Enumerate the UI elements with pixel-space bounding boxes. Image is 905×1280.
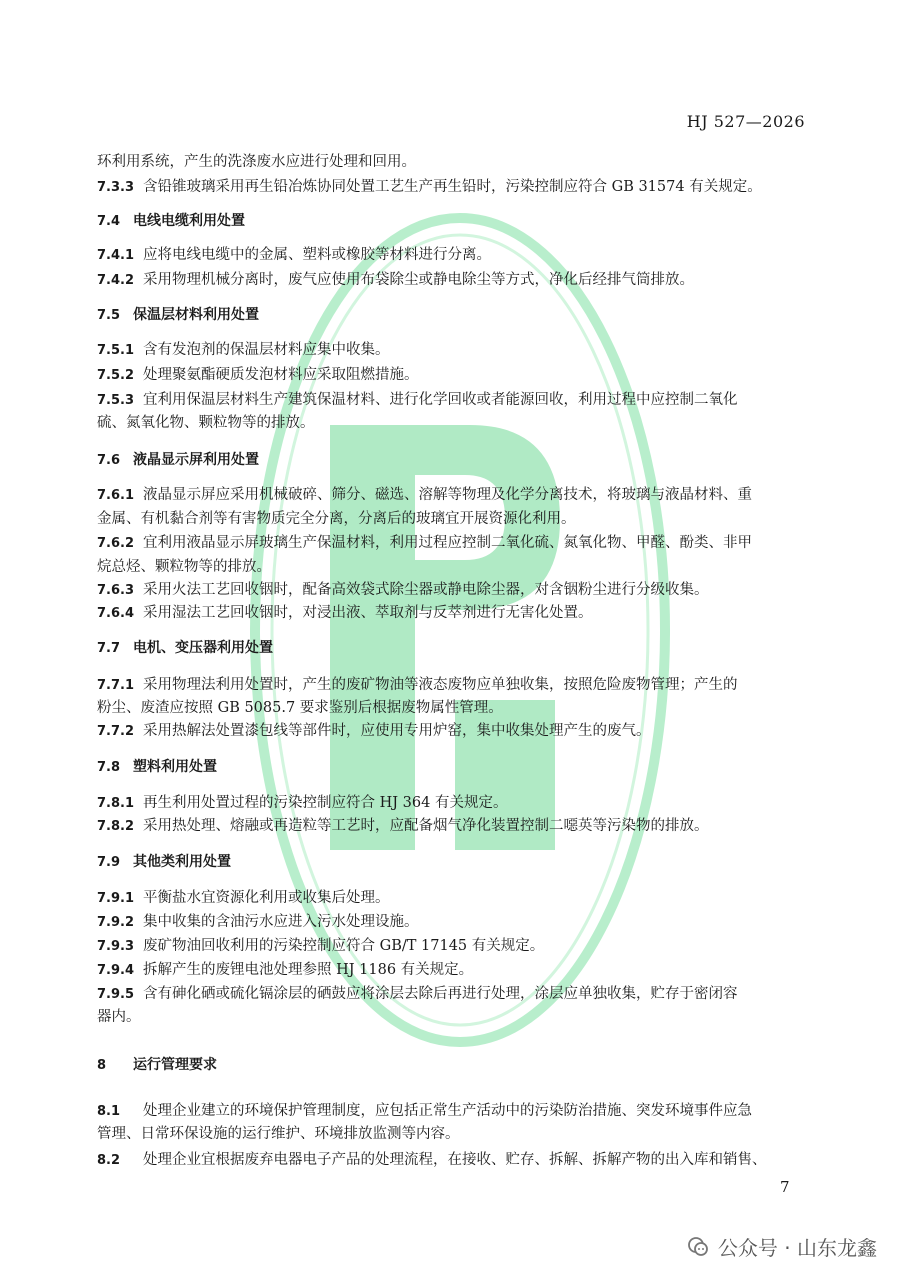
clause-number: 8.1 — [97, 1104, 121, 1119]
clause-text: 含有发泡剂的保温层材料应集中收集。 — [143, 342, 390, 358]
clause-text: 含有砷化硒或硫化镉涂层的硒鼓应将涂层去除后再进行处理，涂层应单独收集，贮存于密闭容 — [143, 986, 738, 1002]
clause-text: 含铅锥玻璃采用再生铅冶炼协同处置工艺生产再生铅时，污染控制应符合 GB 31574 有关规定。 — [143, 179, 762, 195]
clause-text: 粉尘、废渣应按照 GB 5085.7 要求鉴别后根据废物属性管理。 — [97, 700, 503, 716]
clause-text: 再生利用处置过程的污染控制应符合 HJ 364 有关规定。 — [143, 795, 508, 811]
clause-line — [97, 485, 817, 506]
clause-number: 7.4.1 — [97, 248, 135, 263]
clause-number: 8 — [97, 1058, 107, 1073]
clause-line — [97, 533, 817, 554]
clause-line — [97, 177, 817, 198]
clause-text: 塑料利用处置 — [133, 759, 217, 775]
clause-text: 处理企业宜根据废弃电器电子产品的处理流程，在接收、贮存、拆解、拆解产物的出入库和销售、 — [143, 1152, 767, 1168]
clause-text: 环利用系统，产生的洗涤废水应进行处理和回用。 — [97, 154, 416, 170]
clause-text: 宜利用液晶显示屏玻璃生产保温材料，利用过程应控制二氧化硫、氮氧化物、甲醛、酚类、非甲 — [143, 535, 752, 551]
clause-number: 7.5 — [97, 308, 121, 323]
section-heading — [97, 211, 817, 232]
clause-line — [97, 580, 817, 601]
section-heading — [97, 305, 817, 326]
clause-number: 7.7.1 — [97, 678, 135, 693]
clause-text: 采用湿法工艺回收铟时，对浸出液、萃取剂与反萃剂进行无害化处置。 — [143, 605, 593, 621]
clause-text: 拆解产生的废锂电池处理参照 HJ 1186 有关规定。 — [143, 962, 474, 978]
clause-line — [97, 698, 817, 718]
clause-number: 7.3.3 — [97, 180, 135, 195]
clause-text: 平衡盐水宜资源化利用或收集后处理。 — [143, 890, 390, 906]
clause-text: 硫、氮氧化物、颗粒物等的排放。 — [97, 415, 315, 431]
clause-text: 采用火法工艺回收铟时，配备高效袋式除尘器或静电除尘器，对含铟粉尘进行分级收集。 — [143, 582, 709, 598]
clause-number: 7.8.2 — [97, 819, 135, 834]
clause-number: 7.5.3 — [97, 393, 135, 408]
clause-text: 电机、变压器利用处置 — [133, 640, 273, 656]
clause-line — [97, 1007, 817, 1027]
clause-line — [97, 1150, 817, 1171]
clause-line — [97, 793, 817, 814]
clause-text: 宜利用保温层材料生产建筑保温材料、进行化学回收或者能源回收，利用过程中应控制二氧化 — [143, 392, 738, 408]
clause-number: 7.9.5 — [97, 987, 135, 1002]
clause-line — [97, 1124, 817, 1144]
clause-text: 运行管理要求 — [133, 1057, 217, 1073]
clause-line — [97, 152, 817, 172]
wechat-icon — [686, 1235, 710, 1259]
standard-code: HJ 527—2026 — [686, 112, 805, 131]
clause-line — [97, 390, 817, 411]
clause-number: 7.8.1 — [97, 796, 135, 811]
clause-text: 采用热处理、熔融或再造粒等工艺时，应配备烟气净化装置控制二噁英等污染物的排放。 — [143, 818, 709, 834]
clause-text: 处理企业建立的环境保护管理制度，应包括正常生产活动中的污染防治措施、突发环境事件应急 — [143, 1103, 752, 1119]
clause-line — [97, 340, 817, 361]
clause-number: 7.4 — [97, 214, 121, 229]
clause-number: 7.6.4 — [97, 606, 135, 621]
clause-line — [97, 675, 817, 696]
clause-text: 液晶显示屏利用处置 — [133, 452, 259, 468]
section-heading — [97, 757, 817, 778]
clause-line — [97, 245, 817, 266]
clause-text: 金属、有机黏合剂等有害物质完全分离，分离后的玻璃宜开展资源化利用。 — [97, 511, 576, 527]
clause-number: 7.5.2 — [97, 368, 135, 383]
clause-line — [97, 603, 817, 624]
clause-text: 采用热解法处置漆包线等部件时，应使用专用炉窑，集中收集处理产生的废气。 — [143, 723, 651, 739]
clause-line — [97, 888, 817, 909]
clause-number: 7.9.2 — [97, 915, 135, 930]
clause-text: 采用物理机械分离时，废气应使用布袋除尘或静电除尘等方式，净化后经排气筒排放。 — [143, 272, 694, 288]
wechat-footer — [686, 1232, 877, 1261]
clause-number: 7.6.3 — [97, 583, 135, 598]
clause-line — [97, 960, 817, 981]
clause-text: 处理聚氨酯硬质发泡材料应采取阻燃措施。 — [143, 367, 419, 383]
clause-text: 采用物理法利用处置时，产生的废矿物油等液态废物应单独收集，按照危险废物管理；产生的 — [143, 677, 738, 693]
clause-line — [97, 816, 817, 837]
clause-number: 7.8 — [97, 760, 121, 775]
clause-text: 废矿物油回收利用的污染控制应符合 GB/T 17145 有关规定。 — [143, 938, 545, 954]
page-number: 7 — [780, 1178, 790, 1196]
clause-text: 电线电缆利用处置 — [133, 213, 245, 229]
clause-text: 保温层材料利用处置 — [133, 307, 259, 323]
clause-text: 烷总烃、颗粒物等的排放。 — [97, 559, 271, 575]
clause-number: 7.6.1 — [97, 488, 135, 503]
clause-line — [97, 509, 817, 529]
clause-text: 集中收集的含油污水应进入污水处理设施。 — [143, 914, 419, 930]
clause-number: 7.6.2 — [97, 536, 135, 551]
clause-number: 7.6 — [97, 453, 121, 468]
clause-line — [97, 270, 817, 291]
clause-line — [97, 557, 817, 577]
clause-text: 液晶显示屏应采用机械破碎、筛分、磁选、溶解等物理及化学分离技术，将玻璃与液晶材料、重 — [143, 487, 752, 503]
clause-text: 管理、日常环保设施的运行维护、环境排放监测等内容。 — [97, 1126, 460, 1142]
footer-text: 公众号 · 山东龙鑫 — [717, 1236, 877, 1260]
clause-number: 7.7.2 — [97, 724, 135, 739]
clause-line — [97, 721, 817, 742]
clause-number: 7.9.3 — [97, 939, 135, 954]
section-heading — [97, 852, 817, 873]
clause-text: 应将电线电缆中的金属、塑料或橡胶等材料进行分离。 — [143, 247, 491, 263]
section-heading — [97, 450, 817, 471]
clause-line — [97, 413, 817, 433]
clause-text: 其他类利用处置 — [133, 854, 231, 870]
clause-number: 7.9 — [97, 855, 121, 870]
clause-number: 7.9.4 — [97, 963, 135, 978]
clause-line — [97, 365, 817, 386]
chapter-heading — [97, 1055, 817, 1076]
clause-line — [97, 984, 817, 1005]
clause-line — [97, 1101, 817, 1122]
clause-number: 7.4.2 — [97, 273, 135, 288]
clause-number: 7.5.1 — [97, 343, 135, 358]
clause-number: 8.2 — [97, 1153, 121, 1168]
clause-line — [97, 912, 817, 933]
clause-line — [97, 936, 817, 957]
section-heading — [97, 638, 817, 659]
clause-number: 7.9.1 — [97, 891, 135, 906]
clause-number: 7.7 — [97, 641, 121, 656]
clause-text: 器内。 — [97, 1009, 141, 1025]
